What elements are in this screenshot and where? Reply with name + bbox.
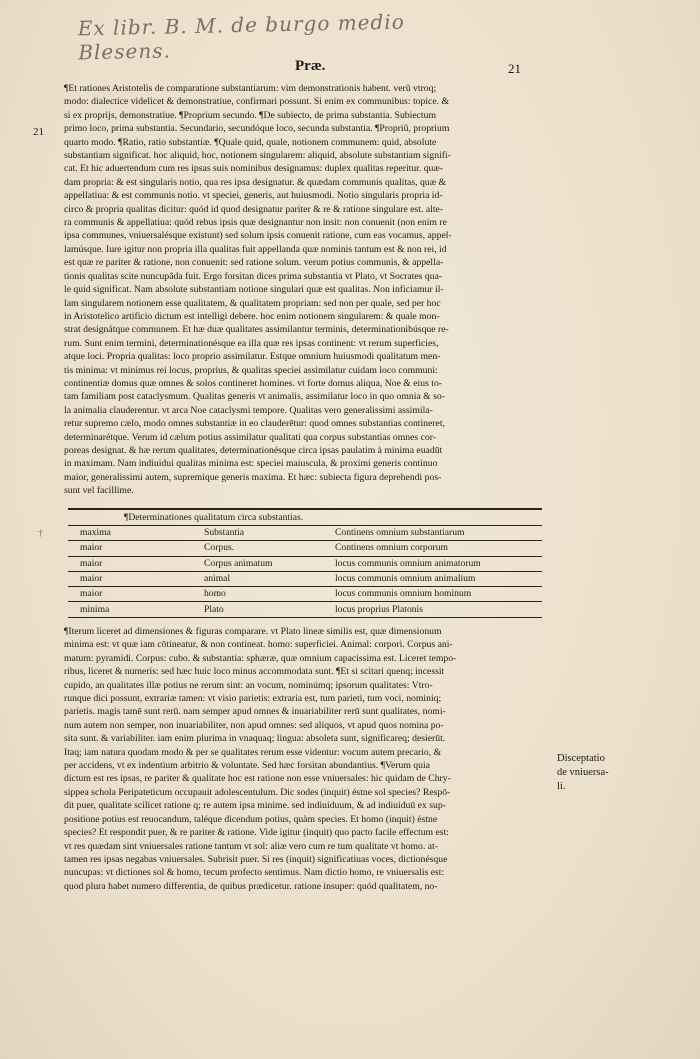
text-line: nuncupas: vt dictiones sol & homo, tecum profecto sentimus. Nam dictio homo, re vniuersalis est:	[64, 867, 445, 879]
subject-cell: Substantia	[204, 526, 335, 541]
text-line: vt res quædam sint vniuersales ratione tantum vt sol: aliæ vero cum re tum qualitate vt homo. at-	[64, 840, 438, 852]
text-line: cat. Et hic aduertendum cum res ipsas suis nominibus designamus: duplex qualitas reperitur. quæ-	[64, 163, 444, 175]
text-line: sunt vel facillime.	[64, 485, 134, 497]
text-line: quod plura habet numero differentia, de quibus prædicetur. ratione insuper: quód qualitatem, no-	[64, 880, 438, 892]
text-line: ipsa communes, vniuersalésque existunt) sed solum ipsis conuenit ratione, cum eas vocamus, appel-	[64, 230, 452, 242]
text-line: matum: pyramidi. Corpus: cubo. & substantia: sphæræ, quæ omnium capacissima est. Liceret tempo-	[64, 652, 457, 664]
text-line: tamen res ipsas negabas vniuersales. Subrisit puer. Si res (inquit) significatiuas voces, dictionésque	[64, 853, 448, 865]
text-line: la animalia clauderentur. vt arca Noe cataclysmi tempore. Qualitas vero generalissimi assimila-	[64, 404, 433, 416]
text-line: le quid significat. Nam absolute substantiam notione singulari quæ est qualitas. Non inficiamur il-	[64, 284, 444, 296]
margin-note	[557, 752, 609, 794]
degree-cell: minima	[68, 602, 204, 617]
text-line: est quæ re pariter & ratione, non conuenit: sed ratione solum. verum potius communis, & appella-	[64, 257, 444, 269]
folio-number: 21	[508, 61, 521, 76]
text-line: ¶Iterum liceret ad dimensiones & figuras comparare. vt Plato lineæ similis est, quæ dimensionum	[64, 626, 442, 637]
text-line: per accidens, vt ex indentium arbitrio & voluntate. Sed hæc forsitan abundantius. ¶Verum quia	[64, 760, 430, 772]
text-line: continentiæ domus quæ omnes & solos contineret homines. vt forte domus aliqua, Noe & eius to-	[64, 377, 443, 389]
text-line: poreas designat. & hæ rerum qualitates, determinationésque circa ipsas paulatim à minima euadūt	[64, 444, 443, 456]
table-row	[68, 556, 542, 571]
table-row	[68, 526, 542, 541]
handwritten-ownership-inscription: Ex libr. B. M. de burgo medio Blesens.	[77, 9, 405, 65]
text-line: dictum est res ipsas, re pariter & qualitate hoc est ratione non esse vniuersales: hic quidam de Chry-	[64, 773, 451, 785]
paragraph-1	[64, 82, 544, 498]
text-line: lamúsque. Iure igitur non propria illa qualitas fuit appellanda quæ nominis tantum est & non rei, id	[64, 243, 447, 255]
text-line: num autem non semper, non inuariabiliter, non apud omnes: sed aliquos, vt apud quos nomina po-	[64, 719, 444, 731]
table-row	[68, 541, 542, 556]
text-line: ra communis & appellatiua: quód rebus ipsis quæ designantur non insit: non conuenit (non enim re	[64, 217, 447, 229]
table-row	[68, 571, 542, 586]
degree-cell: maior	[68, 541, 204, 556]
locus-cell: locus proprius Platonis	[335, 602, 542, 617]
text-line: determinarétque. Verum id cælum potius assimilatur qualitati qua corpus substantias omnes cor-	[64, 431, 436, 443]
text-line: quarto modo. ¶Ratio, ratio substantiæ. ¶Quale quid, quale, notionem communem: quid, absolute	[64, 136, 437, 148]
degree-cell: maxima	[68, 526, 204, 541]
locus-cell: locus communis omnium animatorum	[335, 556, 542, 571]
subject-cell: Corpus animatum	[204, 556, 335, 571]
text-line: maior, generalissimi autem, supremique generis maxima. Et hæc: subiecta figura deprehendi pos-	[64, 471, 442, 483]
text-line: cupido, an qualitates illæ potius ne rerum sint: an vocum, nominúmq; ipsorum qualitates: Vtro-	[64, 679, 433, 691]
table-row	[68, 602, 542, 617]
text-line: dam propria: & est singularis notio, qua res ipsa designatur. & quædam communis qualitas, quæ &	[64, 176, 447, 188]
table-caption: ¶Determinationes qualitatum circa substantias.	[68, 509, 542, 526]
text-line: in maximam. Nam indiuidui qualitas minima est: speciei maiuscula, & proximi generis continuo	[64, 458, 438, 470]
text-line: dit puer, qualitate scilicet ratione q; re autem ipsa minime. sed indiuiduum, & ad indiuiduū ex sup-	[64, 800, 446, 812]
margin-mark: †	[38, 528, 43, 539]
text-line: modo: dialectice videlicet & demonstratiue, confirmari possunt. Si enim ex communibus: topice. &	[64, 96, 449, 108]
text-line: retur supremo cælo, modo omnes substantiæ in eo clauderētur: quod omnes substantias contineret,	[64, 418, 445, 430]
running-head: Præ.	[295, 58, 326, 74]
text-line: tionis qualitas scite nuncupâda fuit. Ergo forsitan dices prima substantia vt Plato, vt Socrates qua-	[64, 270, 443, 282]
table-row	[68, 587, 542, 602]
subject-cell: homo	[204, 587, 335, 602]
qualities-table	[68, 508, 542, 618]
degree-cell: maior	[68, 587, 204, 602]
text-line: Itaq; iam natura quodam modo & per se qualitates rerum esse videntur: vocum autem precario, &	[64, 746, 442, 758]
locus-cell: locus communis omnium hominum	[335, 587, 542, 602]
text-line: species? Et respondit puer, & re pariter & ratione. Vide igitur (inquit) quo pacto facile effectum est:	[64, 827, 449, 839]
text-line: lam singularem notionem esse qualitatem, & qualitatem propriam: sed non per quale, sed per hoc	[64, 297, 441, 309]
margin-note-line: Disceptatio	[557, 753, 605, 764]
subject-cell: Corpus.	[204, 541, 335, 556]
text-line: sippea schola Peripateticum occupauit adolescentulum. Dic sodes (inquit) éstne sol species? Respō-	[64, 786, 451, 798]
text-line: substantiam significat. hoc aliquid, hoc, notionem singularem: aliquid, absolute substantiam signifi-	[64, 150, 451, 162]
text-line: ¶Et rationes Aristotelis de comparatione substantiarum: vim demonstrationis habent. verũ vtroq;	[64, 83, 437, 94]
text-line: sita sunt. & variabiliter. iam enim plurima in vnaquaq; lingua: absoleta sunt, significareq; desierūt.	[64, 733, 446, 745]
degree-cell: maior	[68, 556, 204, 571]
locus-cell: locus communis omnium animalium	[335, 571, 542, 586]
text-line: circo & propria qualitas dicitur: quód id quod designatur pariter & re & ratione singulare est. alte-	[64, 203, 444, 215]
margin-note-line: li.	[557, 781, 566, 792]
text-line: atque loci. Propria qualitas: loco proprio assimilatur. Estque omnium huiusmodi qualitatum men-	[64, 351, 441, 363]
locus-cell: Continens omnium corporum	[335, 541, 542, 556]
degree-cell: maior	[68, 571, 204, 586]
text-line: si ex proprijs, demonstratiue. ¶Proprium secundo. ¶De subiecto, de prima substantia. Subiectum	[64, 109, 436, 121]
text-line: in Aristotelico artificio dictum est intelligi debere. hoc enim notionem singularem: & quale mon-	[64, 310, 440, 322]
text-line: runque dici possunt, extrariæ tamen: vt visio parietis: extraria est, tum parieti, tum voci, nominiq;	[64, 693, 442, 705]
text-line: parietis. magis tamē sunt rerū. nam semper apud omnes & inuariabiliter rerū sunt qualitates, nomi-	[64, 706, 446, 718]
text-line: minima est: vt quæ iam cōtineatur, & non contineat. homo: superficiei. Animal: corpori. Corpus ani-	[64, 639, 453, 651]
margin-note-line: de vniuersa-	[557, 767, 609, 778]
text-line: ribus, liceret & numeris: sed hæc huic loco minus accommodata sunt. ¶Et si scitari quenq; incessit	[64, 666, 445, 678]
text-line: rum. Sunt enim termini, determinationésque ea illa quæ res ipsas continent: vt rerum superficies,	[64, 337, 439, 349]
text-line: tis minima: vt minimus rei locus, proprius, & qualitas speciei assimilatur cuidam loco communi:	[64, 364, 438, 376]
margin-number: 21	[33, 126, 44, 138]
text-line: positione potius est reuocandum, taléque dicendum potius, quàm species. Et homo (inquit) éstne	[64, 813, 438, 825]
text-line: strat designátque communem. Et hæ duæ qualitates assimilantur terminis, determinationibúsque re-	[64, 324, 449, 336]
text-line: tam familiam post cataclysmum. Qualitas generis vt animalis, assimilatur loco in quo omnia & so-	[64, 391, 445, 403]
locus-cell: Continens omnium substantiarum	[335, 526, 542, 541]
paragraph-2	[64, 625, 544, 893]
text-line: primo loco, prima substantia. Secundario, secundóque loco, secunda substantia. ¶Propriũ, proprium	[64, 123, 450, 135]
text-line: appellatiua: & est communis notio. vt speciei, generis, aut huiusmodi. Notio singularis propria id-	[64, 190, 443, 202]
subject-cell: animal	[204, 571, 335, 586]
subject-cell: Plato	[204, 602, 335, 617]
